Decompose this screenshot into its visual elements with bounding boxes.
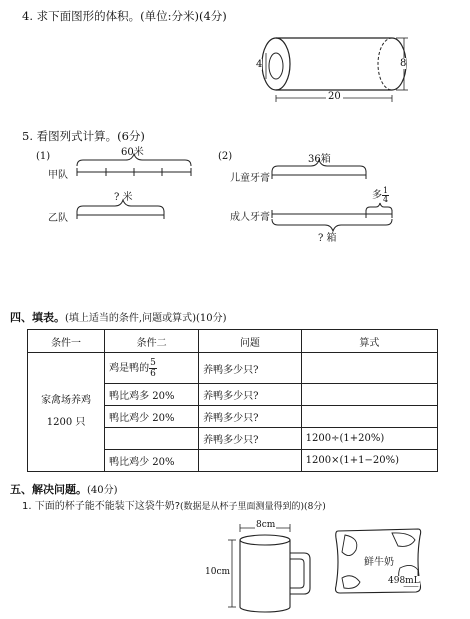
p2-row2-label: 成人牙膏 bbox=[230, 212, 270, 223]
q1-note: (数据是从杯子里面测量得到的)(8分) bbox=[180, 502, 326, 512]
q4-title: 4. 求下面图形的体积。(单位:分米)(4分) bbox=[22, 9, 227, 23]
header-question: 问题 bbox=[199, 330, 302, 353]
cup-width-label: 8cm bbox=[256, 520, 276, 530]
sec4-note: (填上适当的条件,问题或算式)(10分) bbox=[65, 313, 227, 324]
milk-label: 鲜牛奶 bbox=[364, 553, 394, 568]
header-formula: 算式 bbox=[301, 330, 437, 353]
inner-diameter-label: 4 bbox=[256, 59, 263, 70]
q1-title: 1. 下面的杯子能不能装下这袋牛奶? bbox=[22, 501, 181, 512]
cond2-cell: 鸭比鸡少 20% bbox=[105, 450, 199, 472]
cond1-line1: 家禽场养鸡 bbox=[41, 395, 92, 406]
p2-number: (2) bbox=[218, 151, 233, 162]
fraction-numerator: 5 bbox=[150, 357, 156, 368]
outer-diameter-label: 8 bbox=[400, 58, 407, 69]
sec4-title: 四、填表。 bbox=[10, 311, 65, 324]
fraction-denominator: 6 bbox=[150, 368, 156, 379]
fraction-denominator: 4 bbox=[383, 195, 389, 204]
length-label: 20 bbox=[328, 91, 341, 102]
p1-question-label: ? 米 bbox=[114, 192, 133, 203]
p1-number: (1) bbox=[36, 151, 51, 162]
cup-height-label: 10cm bbox=[205, 567, 231, 577]
cond2-cell: 鸭比鸡少 20% bbox=[105, 406, 199, 428]
formula-cell: 1200÷(1+20%) bbox=[301, 428, 437, 450]
p1-total-label: 60米 bbox=[121, 147, 144, 158]
sec5-points: (40分) bbox=[87, 485, 118, 496]
p1-row2-label: 乙队 bbox=[48, 213, 68, 224]
cond1-line2: 1200 只 bbox=[46, 417, 86, 428]
p2-total-label: 36箱 bbox=[308, 154, 331, 165]
sec5-title: 五、解决问题。 bbox=[10, 483, 87, 496]
header-cond1: 条件一 bbox=[28, 330, 105, 353]
question-cell: 养鸭多少只? bbox=[199, 353, 302, 384]
milk-volume-label: 498mL bbox=[388, 576, 420, 586]
p2-question-label: ? 箱 bbox=[318, 233, 337, 244]
cond2-text: 鸡是鸭的 bbox=[109, 362, 150, 374]
question-cell: 养鸭多少只? bbox=[199, 428, 302, 450]
p2-row1-label: 儿童牙膏 bbox=[230, 173, 270, 184]
fraction-numerator: 1 bbox=[383, 186, 389, 195]
more-text: 多 bbox=[372, 190, 382, 201]
q5-title: 5. 看图列式计算。(6分) bbox=[22, 129, 145, 143]
question-cell: 养鸭多少只? bbox=[199, 406, 302, 428]
cond2-cell: 鸭比鸡多 20% bbox=[105, 384, 199, 406]
p1-row1-label: 甲队 bbox=[48, 170, 68, 181]
header-cond2: 条件二 bbox=[105, 330, 199, 353]
question-cell: 养鸭多少只? bbox=[199, 384, 302, 406]
formula-cell: 1200×(1+1−20%) bbox=[301, 450, 437, 472]
